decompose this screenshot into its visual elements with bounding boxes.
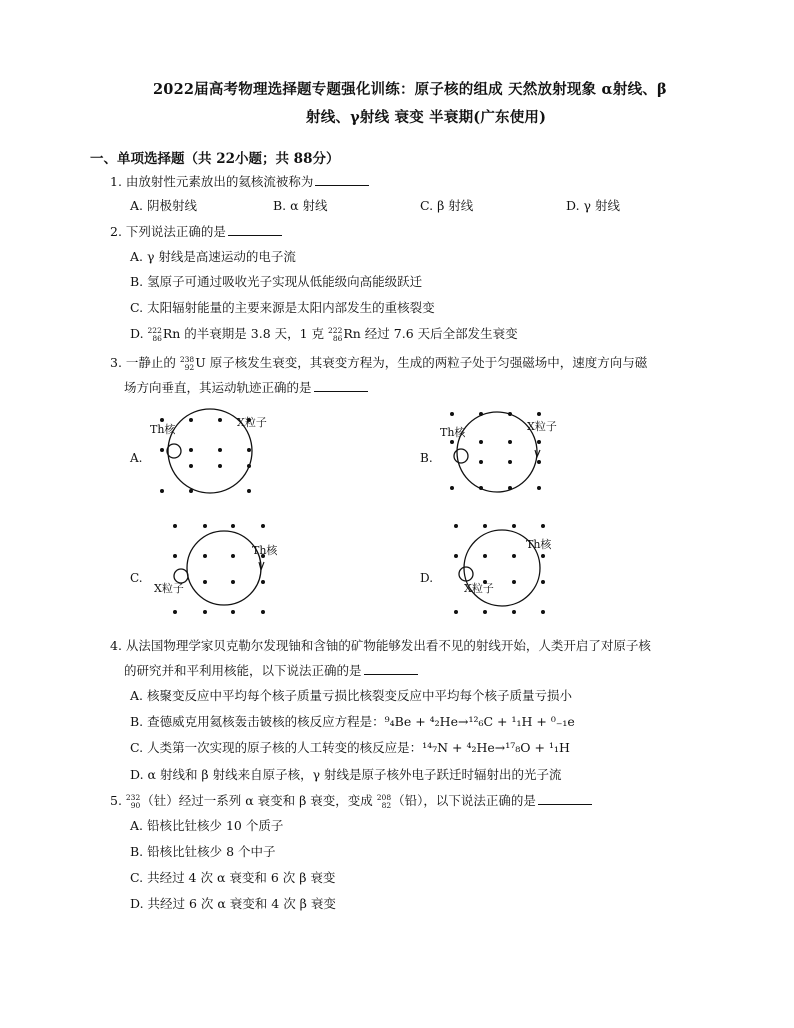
th-mass-number: 232 [125,792,141,802]
label-th-b: Th核 [440,426,466,439]
label-th-d: Th核 [526,538,552,551]
q2-d-prefix: D. [130,326,148,341]
label-x-c: X粒子 [154,582,184,595]
answer-blank [314,390,368,392]
th-nuclide-index [126,794,140,810]
question-3-stem-line1 [110,353,647,372]
doc-title-line2: 射线、γ射线 衰变 半衰期(广东使用) [306,109,547,126]
u-nuclide-index [180,356,194,372]
q2-option-c: C. 太阳辐射能量的主要来源是太阳内部发生的重核裂变 [130,300,435,315]
q1-option-d: D. γ 射线 [566,198,620,213]
label-x-b: X粒子 [527,420,557,433]
q3-trajectory-diagrams [120,404,680,626]
u-atomic-number: 92 [184,362,195,372]
question-5-stem [110,791,592,810]
small-track-b [454,449,468,463]
label-x-a: X粒子 [237,416,267,429]
q1-option-a: A. 阴极射线 [130,198,197,213]
question-1-stem [110,172,369,190]
question-3-stem-line2 [124,378,368,396]
q1-option-b: B. α 射线 [273,198,328,213]
rn-mass-number: 222 [147,325,162,335]
question-4-stem-line2 [124,661,418,679]
q3-prefix: 3. 一静止的 [110,355,180,370]
label-th-c: Th核 [252,544,278,557]
question-4-stem-line1: 4. 从法国物理学家贝克勒尔发现铀和含铀的矿物能够发出看不见的射线开始，人类开启了对原子核 [110,638,651,653]
question-2-text: 2. 下列说法正确的是 [110,224,226,239]
q2-option-b: B. 氢原子可通过吸收光子实现从低能级向高能级跃迁 [130,274,423,289]
th-atomic-number: 90 [130,800,141,810]
label-th-a: Th核 [150,423,176,436]
small-track-c [174,569,188,583]
pb-mass-number: 208 [376,792,392,802]
q2-d-suffix: Rn 经过 7.6 天后全部发生衰变 [343,326,518,341]
answer-blank [364,673,418,675]
q2-option-d [130,324,518,343]
diagram-b [420,412,557,492]
u-mass-number: 238 [179,354,195,364]
rn-mass-number-2: 222 [328,325,343,335]
q4-option-d: D. α 射线和 β 射线来自原子核，γ 射线是原子核外电子跃迁时辐射出的光子流 [130,767,562,782]
rn-atomic-number: 86 [152,333,162,343]
label-x-d: X粒子 [464,582,494,595]
q4-option-c: C. 人类第一次实现的原子核的人工转变的核反应是：¹⁴₇N + ⁴₂He→¹⁷₈O + ¹₁H [130,740,570,755]
small-track-a [167,444,181,458]
large-track-b [457,412,537,492]
pb-atomic-number: 82 [381,800,392,810]
doc-title-line1: 2022届高考物理选择题专题强化训练：原子核的组成 天然放射现象 α射线、β [153,81,667,98]
q5-option-d: D. 共经过 6 次 α 衰变和 4 次 β 衰变 [130,896,336,911]
q4-option-b: B. 查德威克用氦核轰击铍核的核反应方程是：⁹₄Be + ⁴₂He→¹²₆C + ¹₁H + ⁰₋₁e [130,714,575,729]
q5-suffix: （铅），以下说法正确的是 [392,793,536,808]
rn-nuclide-index-2 [328,327,342,343]
diagram-d [420,524,552,614]
label-option-b: B. [420,451,433,465]
q2-option-a: A. γ 射线是高速运动的电子流 [130,249,296,264]
answer-blank [538,803,592,805]
q5-prefix: 5. [110,793,126,808]
q3-suffix: U 原子核发生衰变，其衰变方程为，生成的两粒子处于匀强磁场中，速度方向与磁 [195,355,648,370]
question-2-stem [110,222,282,240]
label-option-a: A. [130,451,143,465]
label-option-c: C. [130,571,143,585]
pb-nuclide-index [377,794,391,810]
answer-blank [315,184,369,186]
rn-atomic-number-2: 86 [332,333,343,343]
q5-option-c: C. 共经过 4 次 α 衰变和 6 次 β 衰变 [130,870,336,885]
q4-option-a: A. 核聚变反应中平均每个核子质量亏损比核裂变反应中平均每个核子质量亏损小 [130,688,572,703]
q2-d-middle: Rn 的半衰期是 3.8 天，1 克 [162,326,329,341]
rn-nuclide-index [148,327,162,343]
q5-option-b: B. 铅核比钍核少 8 个中子 [130,844,276,859]
q1-option-c: C. β 射线 [420,198,474,213]
q3-line2-text: 场方向垂直，其运动轨迹正确的是 [124,380,312,395]
q5-option-a: A. 铅核比钍核少 10 个质子 [130,818,284,833]
large-track-c [187,531,261,605]
diagram-a [129,409,267,493]
section-heading: 一、单项选择题（共 22小题；共 88分） [90,151,340,167]
question-1-text: 1. 由放射性元素放出的氦核流被称为 [110,174,314,189]
q5-middle: （钍）经过一系列 α 衰变和 β 衰变，变成 [141,793,377,808]
answer-blank [228,234,282,236]
label-option-d: D. [420,571,434,585]
diagram-c [130,524,278,614]
q4-line2-text: 的研究并和平利用核能，以下说法正确的是 [124,663,362,678]
